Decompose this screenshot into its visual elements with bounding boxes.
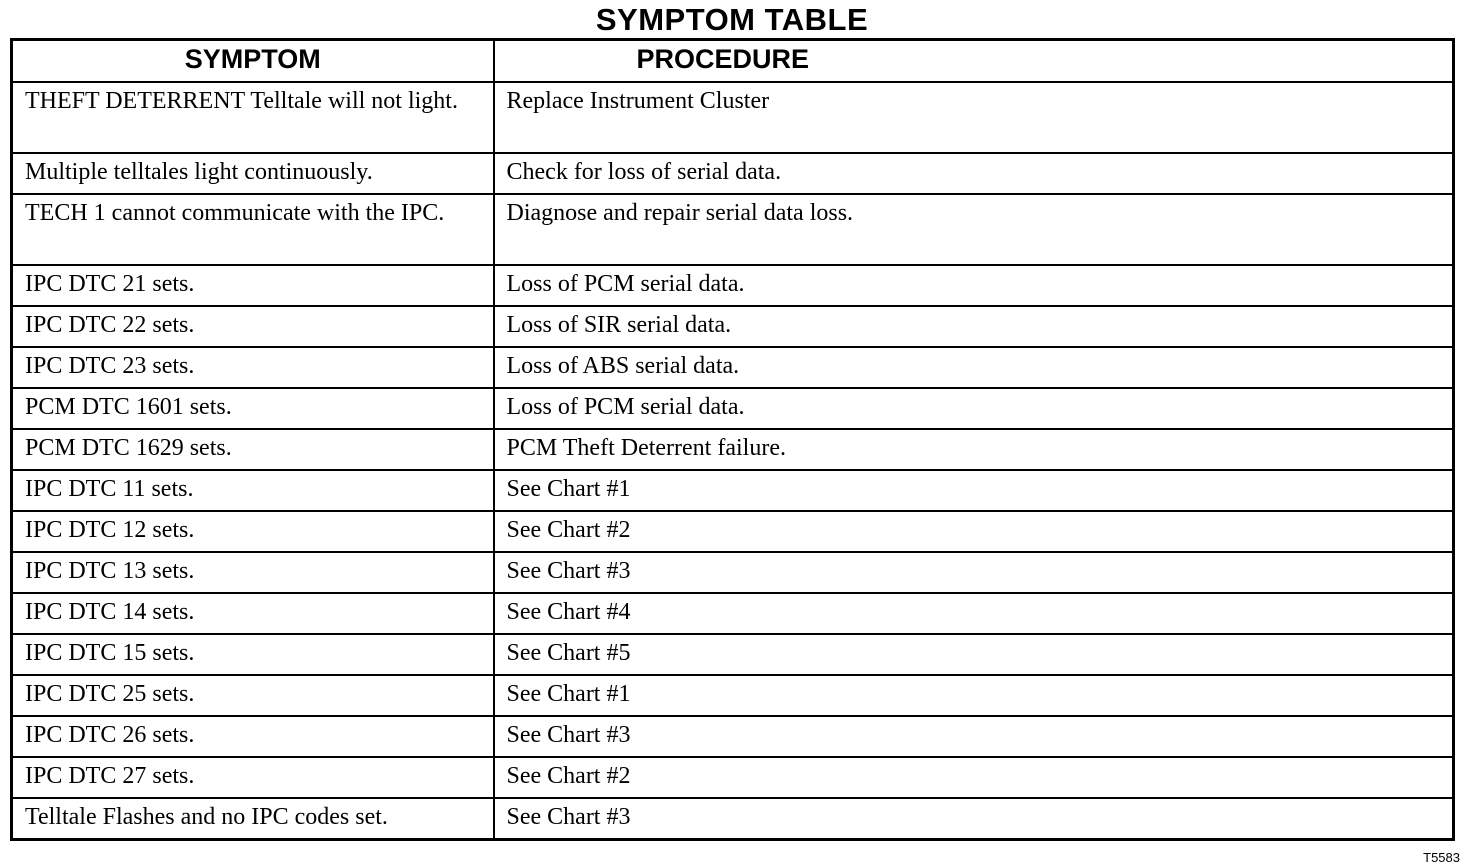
symptom-cell: IPC DTC 14 sets.	[12, 593, 494, 634]
symptom-cell: IPC DTC 25 sets.	[12, 675, 494, 716]
table-row	[12, 593, 1454, 634]
procedure-cell: Loss of PCM serial data.	[494, 388, 1454, 429]
procedure-cell: See Chart #5	[494, 634, 1454, 675]
symptom-cell: THEFT DETERRENT Telltale will not light.	[12, 82, 494, 153]
header-procedure: PROCEDURE	[494, 40, 1454, 83]
procedure-cell: Loss of SIR serial data.	[494, 306, 1454, 347]
procedure-cell: See Chart #3	[494, 716, 1454, 757]
symptom-cell: IPC DTC 22 sets.	[12, 306, 494, 347]
header-row	[12, 40, 1454, 83]
symptom-cell: PCM DTC 1629 sets.	[12, 429, 494, 470]
procedure-cell: See Chart #1	[494, 675, 1454, 716]
symptom-cell: IPC DTC 12 sets.	[12, 511, 494, 552]
table-row	[12, 675, 1454, 716]
figure-code: T5583	[1423, 850, 1460, 865]
table-row	[12, 511, 1454, 552]
table-row	[12, 306, 1454, 347]
table-row	[12, 265, 1454, 306]
symptom-cell: IPC DTC 21 sets.	[12, 265, 494, 306]
procedure-cell: Check for loss of serial data.	[494, 153, 1454, 194]
procedure-cell: Replace Instrument Cluster	[494, 82, 1454, 153]
symptom-table	[10, 38, 1455, 841]
procedure-cell: See Chart #1	[494, 470, 1454, 511]
symptom-cell: IPC DTC 13 sets.	[12, 552, 494, 593]
table-row	[12, 153, 1454, 194]
table-row	[12, 429, 1454, 470]
procedure-cell: Diagnose and repair serial data loss.	[494, 194, 1454, 265]
table-row	[12, 757, 1454, 798]
table-row	[12, 634, 1454, 675]
table-title: SYMPTOM TABLE	[595, 2, 869, 37]
procedure-cell: PCM Theft Deterrent failure.	[494, 429, 1454, 470]
symptom-cell: TECH 1 cannot communicate with the IPC.	[12, 194, 494, 265]
table-row	[12, 716, 1454, 757]
symptom-cell: IPC DTC 11 sets.	[12, 470, 494, 511]
procedure-cell: Loss of ABS serial data.	[494, 347, 1454, 388]
table-row	[12, 347, 1454, 388]
table-row	[12, 470, 1454, 511]
symptom-cell: PCM DTC 1601 sets.	[12, 388, 494, 429]
table-row	[12, 388, 1454, 429]
procedure-cell: See Chart #3	[494, 798, 1454, 840]
header-symptom: SYMPTOM	[12, 40, 494, 83]
procedure-cell: See Chart #2	[494, 757, 1454, 798]
procedure-cell: Loss of PCM serial data.	[494, 265, 1454, 306]
procedure-cell: See Chart #3	[494, 552, 1454, 593]
table-row	[12, 798, 1454, 840]
table-row	[12, 82, 1454, 153]
symptom-cell: IPC DTC 26 sets.	[12, 716, 494, 757]
table-row	[12, 552, 1454, 593]
symptom-cell: Multiple telltales light continuously.	[12, 153, 494, 194]
symptom-cell: Telltale Flashes and no IPC codes set.	[12, 798, 494, 840]
procedure-cell: See Chart #4	[494, 593, 1454, 634]
procedure-cell: See Chart #2	[494, 511, 1454, 552]
symptom-cell: IPC DTC 23 sets.	[12, 347, 494, 388]
table-row	[12, 194, 1454, 265]
symptom-cell: IPC DTC 27 sets.	[12, 757, 494, 798]
symptom-cell: IPC DTC 15 sets.	[12, 634, 494, 675]
